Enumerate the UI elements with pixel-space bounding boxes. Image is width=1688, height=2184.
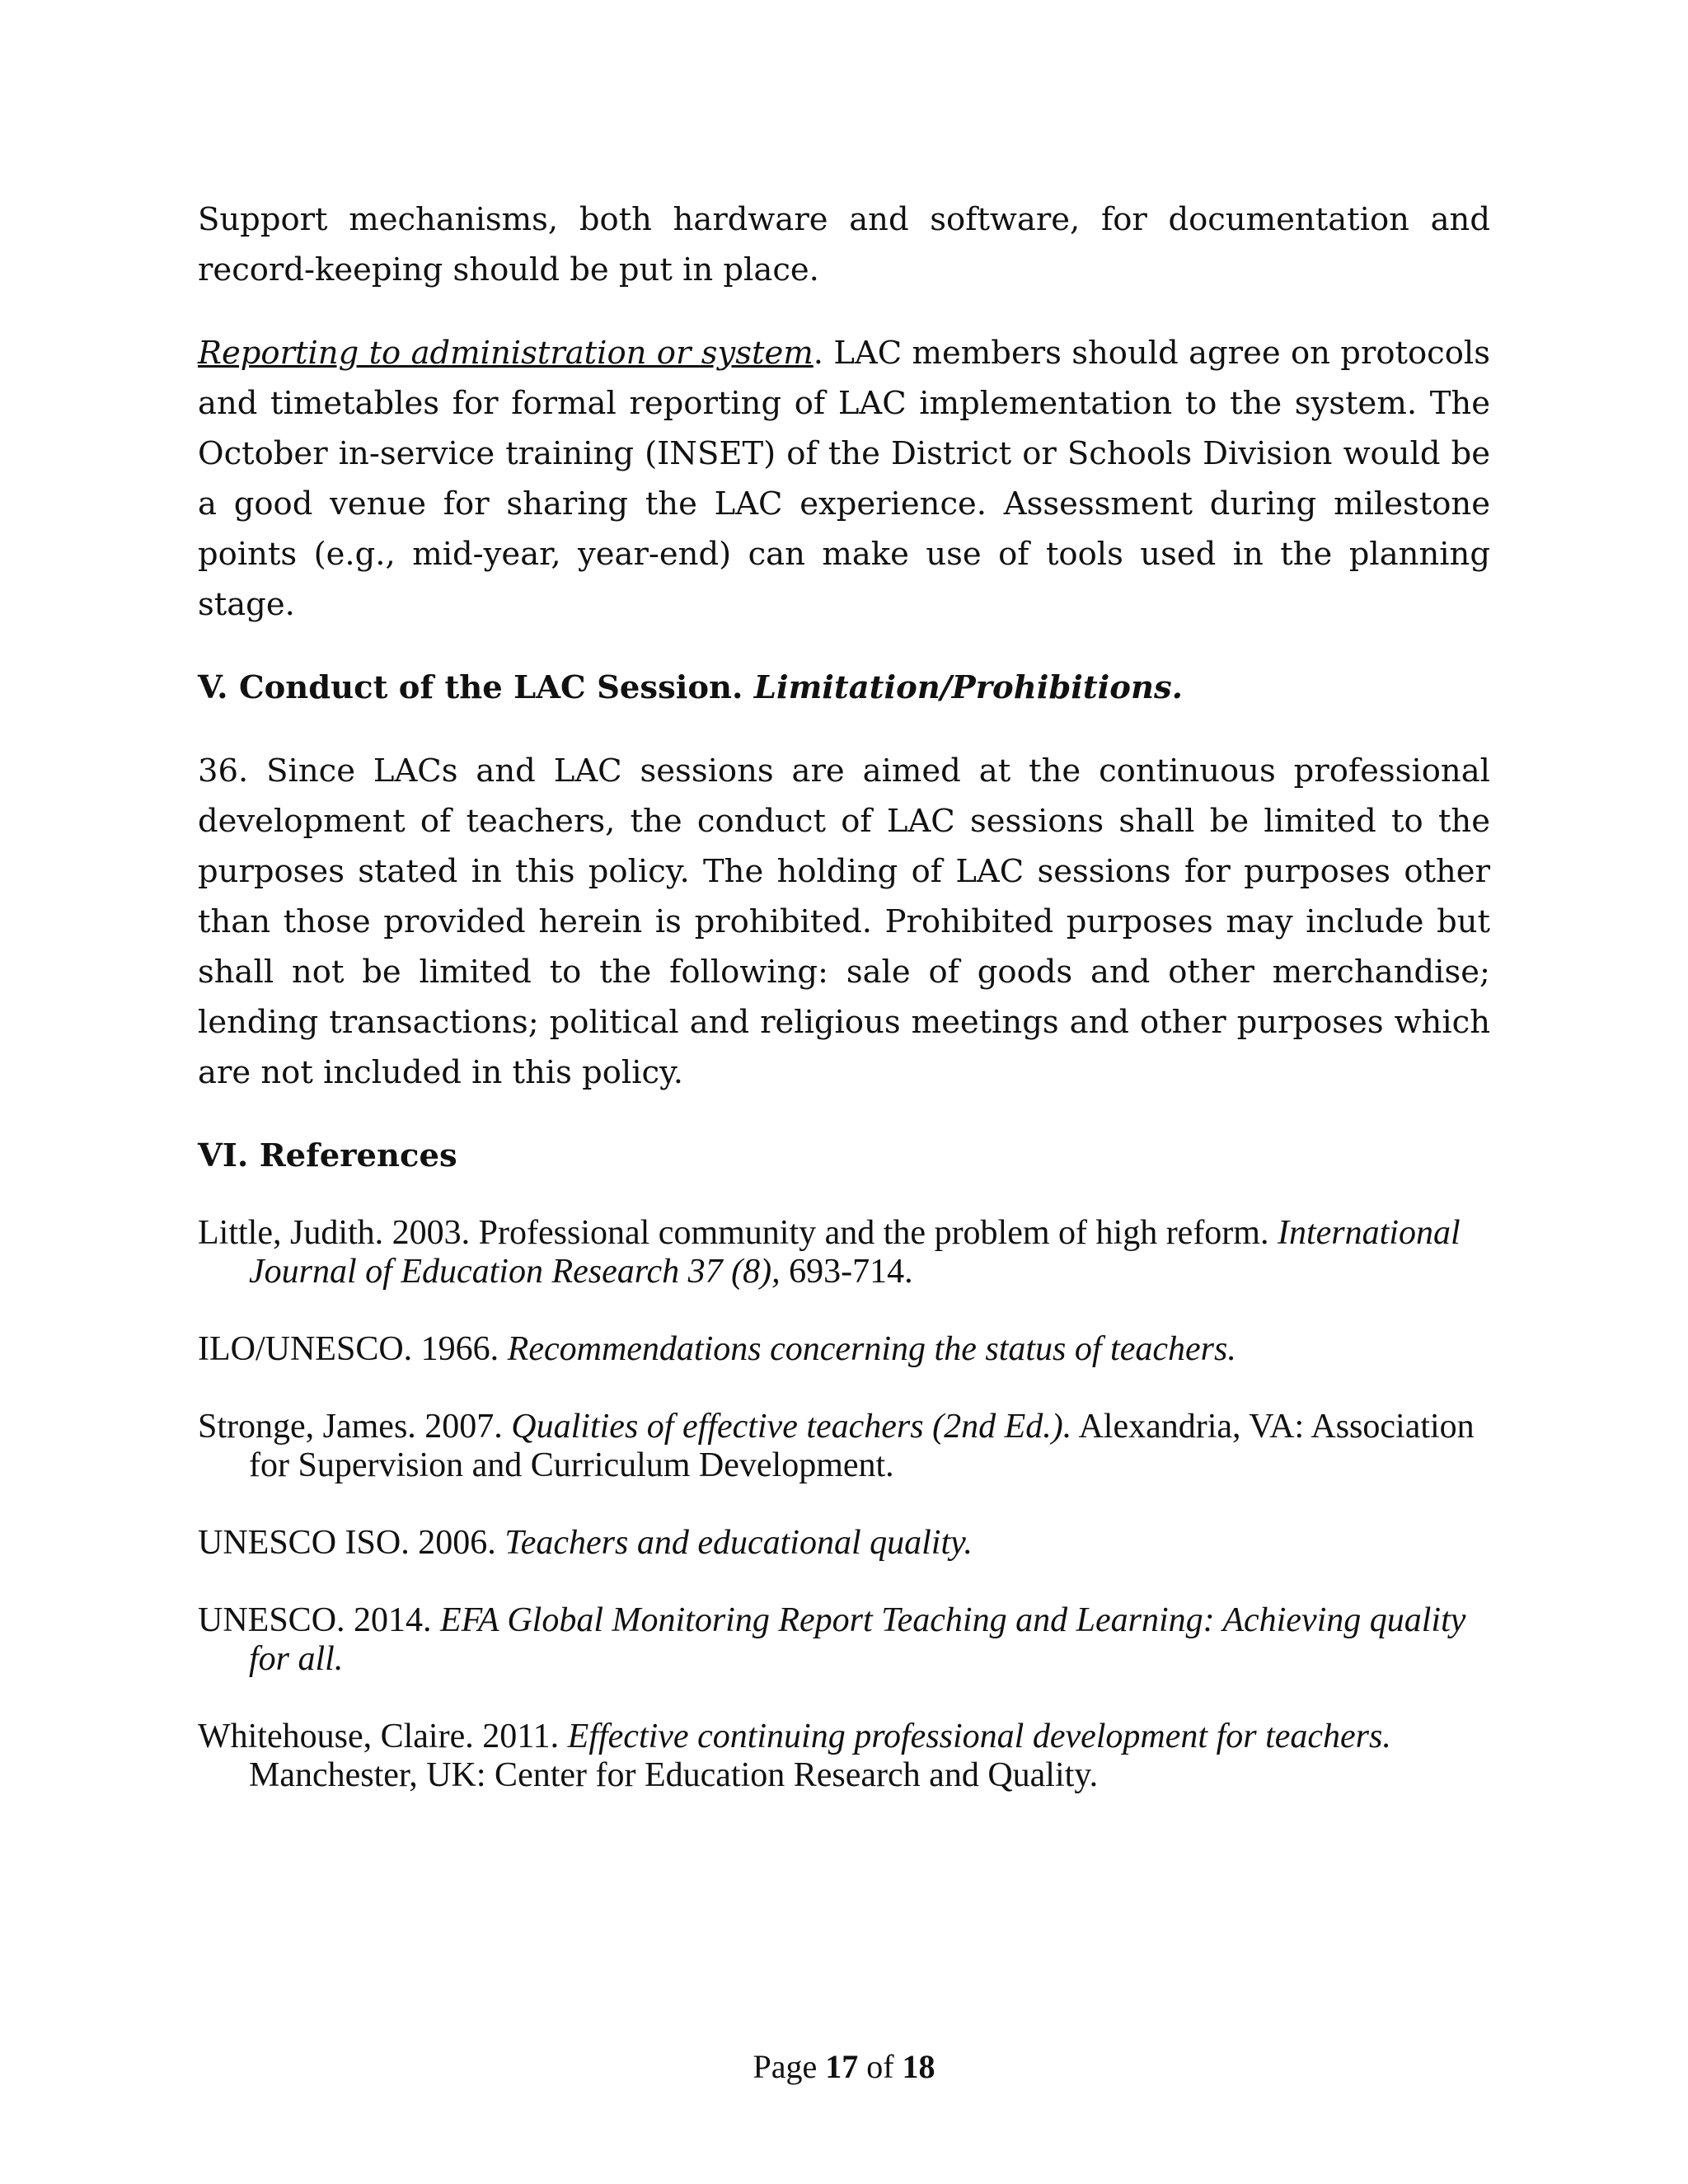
reference-title: Recommendations concerning the status of teachers. bbox=[507, 1330, 1236, 1368]
page-total: 18 bbox=[902, 2048, 935, 2085]
section-heading-vi bbox=[198, 1131, 1490, 1181]
heading-v-title: V. Conduct of the LAC Session. bbox=[198, 669, 743, 706]
page-footer bbox=[0, 2047, 1688, 2086]
reference-author: Whitehouse, Claire. 2011. bbox=[198, 1718, 568, 1755]
reporting-body-text: . LAC members should agree on protocols and timetables for formal reporting of LAC implementation to the system. The October in-service training (INSET) of the District or Schools Division would be a good venue for sharing the LAC experience. Assessment during milestone points (e.g., mid-year, year-end) can make use of tools used in the planning stage. bbox=[198, 335, 1490, 623]
reference-title: EFA Global Monitoring Report Teaching and Learning: Achieving quality for all. bbox=[249, 1601, 1466, 1678]
paragraph-36 bbox=[198, 746, 1490, 1098]
reference-author: UNESCO. 2014. bbox=[198, 1601, 441, 1639]
reference-title: International Journal of Education Research 37 (8), bbox=[249, 1214, 1461, 1291]
reference-item bbox=[198, 1718, 1490, 1795]
reference-title: Qualities of effective teachers (2nd Ed.). bbox=[511, 1408, 1072, 1446]
paragraph-reporting bbox=[198, 328, 1490, 630]
page-current: 17 bbox=[825, 2048, 859, 2085]
reference-author: UNESCO ISO. 2006. bbox=[198, 1524, 505, 1562]
page-label: Page bbox=[753, 2048, 818, 2085]
paragraph-text: Support mechanisms, both hardware and software, for documentation and record-keeping should be put in place. bbox=[198, 201, 1490, 288]
reference-details: Manchester, UK: Center for Education Research and Quality. bbox=[249, 1756, 1099, 1794]
section-heading-v bbox=[198, 663, 1490, 713]
reference-item bbox=[198, 1524, 1490, 1563]
of-label: of bbox=[866, 2048, 894, 2085]
document-page bbox=[198, 194, 1490, 1834]
reference-author: ILO/UNESCO. 1966. bbox=[198, 1330, 508, 1368]
reference-author: Stronge, James. 2007. bbox=[198, 1408, 512, 1446]
reference-title: Teachers and educational quality. bbox=[504, 1524, 973, 1562]
reference-item bbox=[198, 1408, 1490, 1485]
paragraph-text: 36. Since LACs and LAC sessions are aimed at the continuous professional development of teachers, the conduct of LAC sessions shall be limited to the purposes stated in this policy. The holding of LAC sessions for purposes other than those provided herein is prohibited. Prohibited purposes may include but shall not be limited to the following: sale of goods and other merchandise; lending transactions; political and religious meetings and other purposes which are not included in this policy. bbox=[198, 752, 1490, 1091]
reference-author: Little, Judith. 2003. Professional community and the problem of high reform. bbox=[198, 1214, 1278, 1252]
reference-details: 693-714. bbox=[780, 1253, 913, 1291]
heading-v-subtitle: Limitation/Prohibitions. bbox=[753, 669, 1184, 706]
reference-item bbox=[198, 1214, 1490, 1291]
reference-item bbox=[198, 1601, 1490, 1679]
references-list bbox=[198, 1214, 1490, 1795]
reference-item bbox=[198, 1330, 1490, 1369]
paragraph-support-mechanisms bbox=[198, 194, 1490, 295]
reporting-lead-text: Reporting to administration or system bbox=[198, 335, 814, 372]
reference-title: Effective continuing professional development for teachers. bbox=[567, 1718, 1391, 1755]
reference-details: Alexandria, VA: Association for Supervision and Curriculum Development. bbox=[249, 1408, 1475, 1484]
heading-vi-title: VI. References bbox=[198, 1137, 457, 1174]
